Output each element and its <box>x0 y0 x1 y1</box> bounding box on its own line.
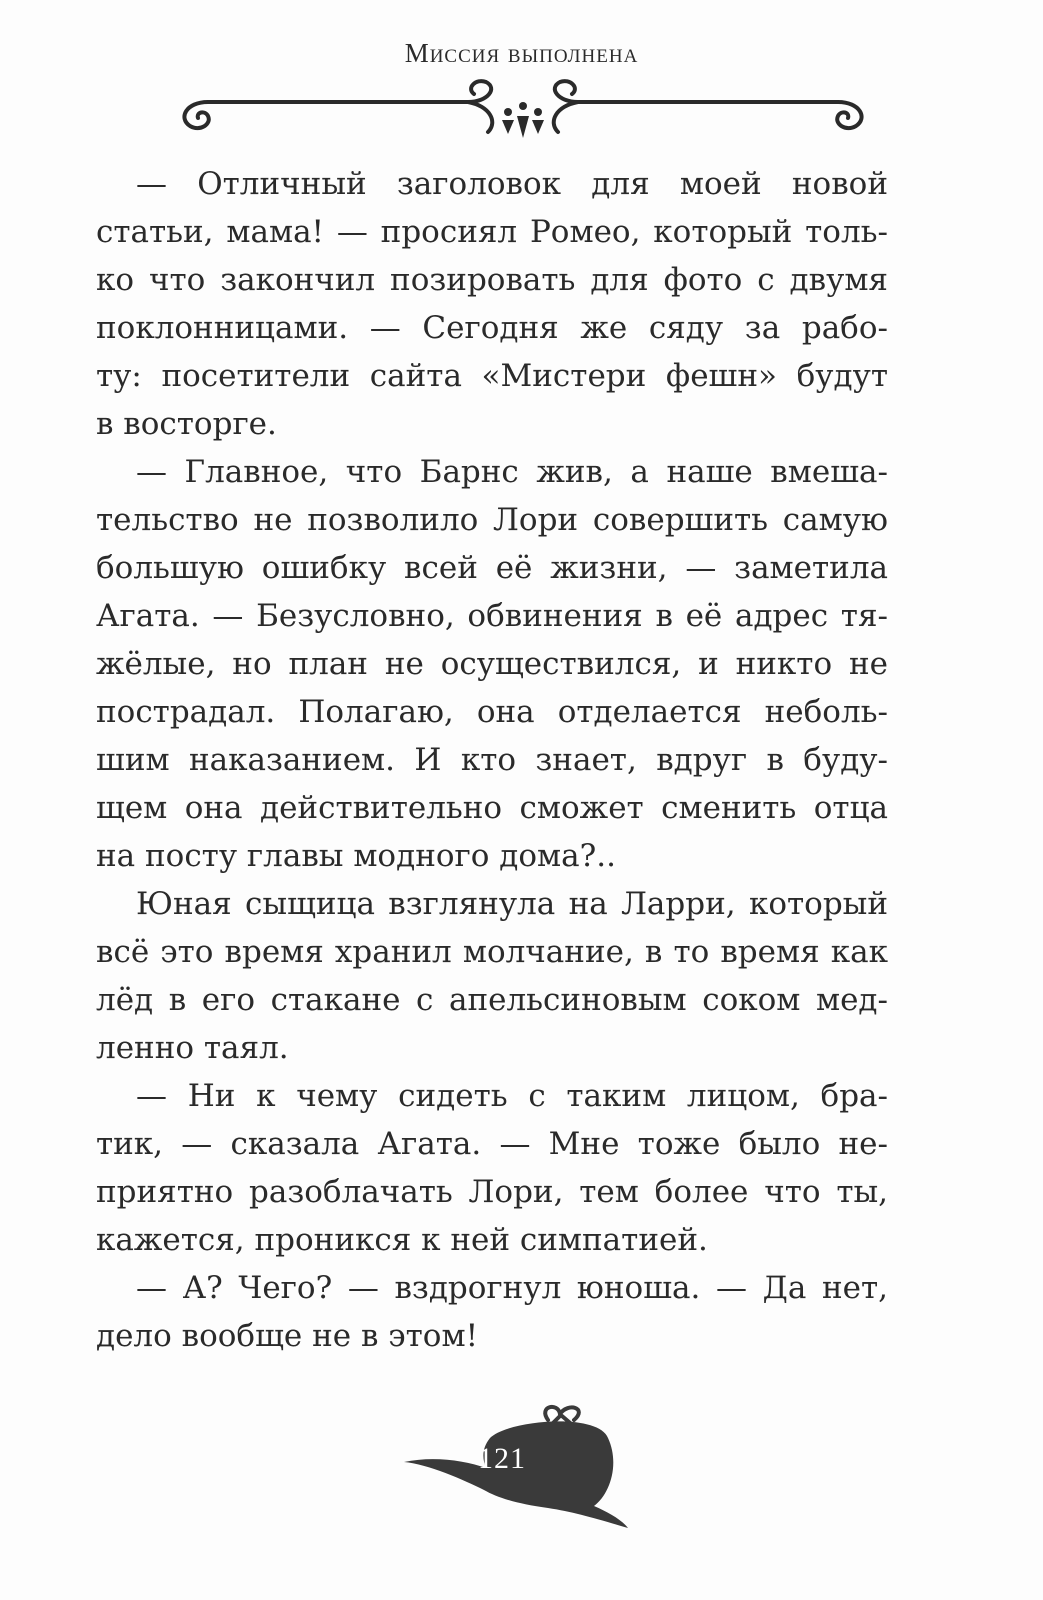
paragraph <box>96 880 888 1072</box>
text-line: ту: посетители сайта «Мистери фешн» будут <box>96 358 888 394</box>
text-line: на посту главы модного дома?.. <box>96 838 616 874</box>
text-line: — Ни к чему сидеть с таким лицом, бра- <box>136 1078 888 1114</box>
text-line: всё это время хранил молчание, в то время как <box>96 934 888 970</box>
flourish-divider-icon <box>168 78 878 142</box>
text-line: дело вообще не в этом! <box>96 1318 479 1354</box>
text-line: щем она действительно сможет сменить отца <box>96 790 888 826</box>
paragraph <box>96 1072 888 1264</box>
text-line: ленно таял. <box>96 1030 289 1066</box>
running-head: Миссия выполнена <box>404 38 639 68</box>
body-text <box>96 160 888 1360</box>
text-line: поклонницами. — Сегодня же сяду за рабо- <box>96 310 888 346</box>
text-line: — А? Чего? — вздрогнул юноша. — Да нет, <box>136 1270 888 1306</box>
text-line: лёд в его стакане с апельсиновым соком мед- <box>96 982 888 1018</box>
page-number: 121 <box>478 1442 526 1475</box>
text-line: Агата. — Безусловно, обвинения в её адрес тя- <box>96 598 888 634</box>
text-line: большую ошибку всей её жизни, — заметила <box>96 550 888 586</box>
paragraph <box>96 448 888 880</box>
text-line: тик, — сказала Агата. — Мне тоже было не- <box>96 1126 888 1162</box>
paragraph <box>96 160 888 448</box>
text-line: — Главное, что Барнс жив, а наше вмеша- <box>136 454 888 490</box>
text-line: шим наказанием. И кто знает, вдруг в буду- <box>96 742 888 778</box>
text-line: статьи, мама! — просиял Ромео, который толь- <box>96 214 888 250</box>
text-line: Юная сыщица взглянула на Ларри, который <box>136 886 888 922</box>
text-line: кажется, проникся к ней симпатией. <box>96 1222 708 1258</box>
text-line: пострадал. Полагаю, она отделается неболь- <box>96 694 888 730</box>
text-line: — Отличный заголовок для моей новой <box>136 166 888 202</box>
text-line: тельство не позволило Лори совершить самую <box>96 502 888 538</box>
paragraph <box>96 1264 888 1360</box>
text-line: ко что закончил позировать для фото с двумя <box>96 262 888 298</box>
text-line: в восторге. <box>96 406 277 442</box>
text-line: жёлые, но план не осуществился, и никто не <box>96 646 888 682</box>
text-line: приятно разоблачать Лори, тем более что ты, <box>96 1174 888 1210</box>
